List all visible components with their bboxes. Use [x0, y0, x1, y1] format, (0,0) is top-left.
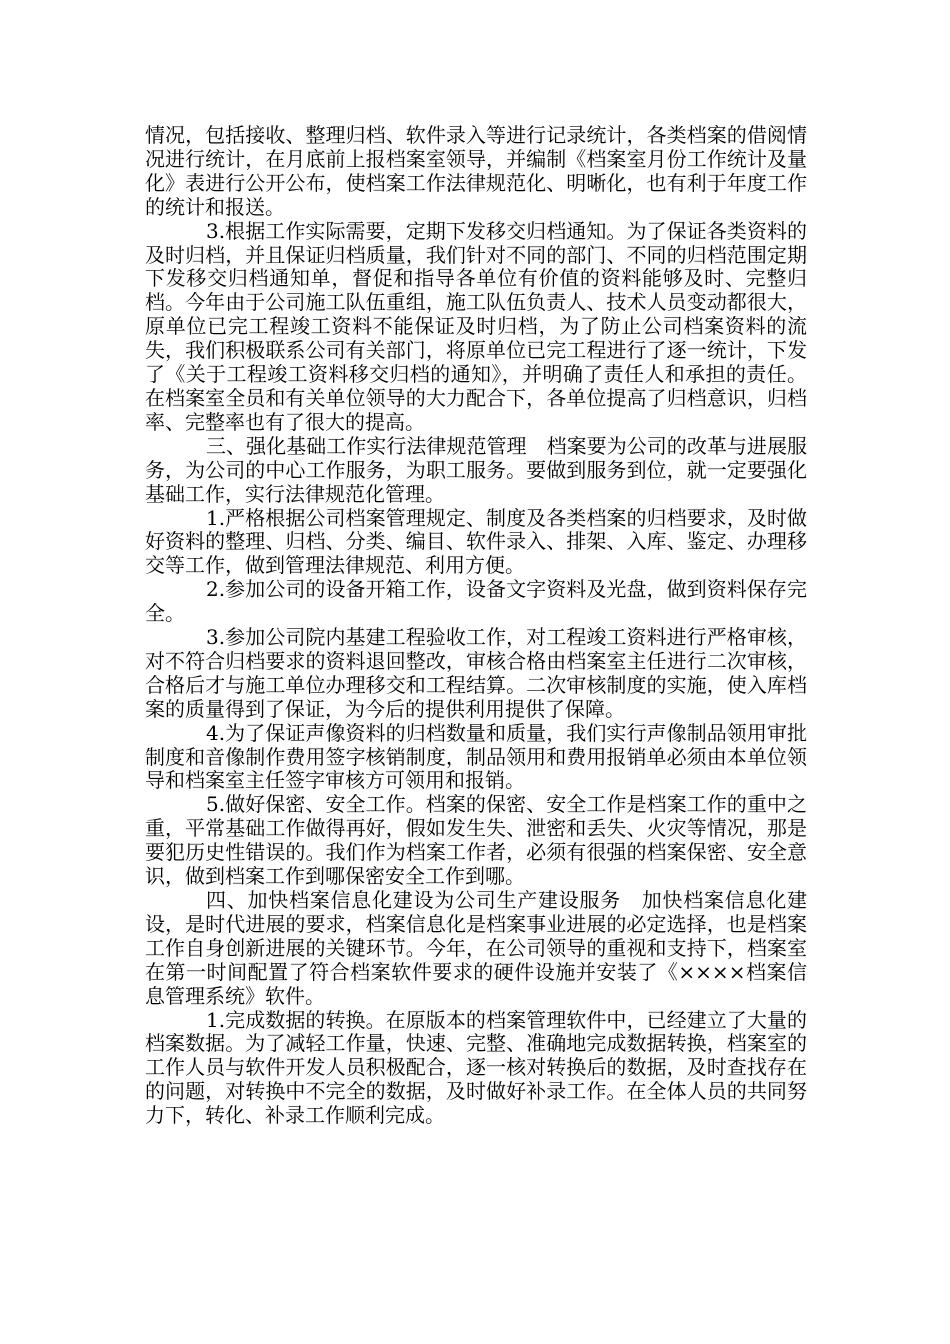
paragraph-item-4: 4.为了保证声像资料的归档数量和质量，我们实行声像制品领用审批制度和音像制作费用签字核销制度，制品领用和费用报销单必须由本单位领导和档案室主任签字审核方可领用和报销。 [145, 720, 807, 793]
paragraph-item-3: 3.参加公司院内基建工程验收工作，对工程竣工资料进行严格审核，对不符合归档要求的资料退回整改，审核合格由档案室主任进行二次审核，合格后才与施工单位办理移交和工程结算。二次审核制度的实施，使入库档案的质量得到了保证，为今后的提供利用提供了保障。 [145, 625, 807, 721]
paragraph-section-four: 四、加快档案信息化建设为公司生产建设服务 加快档案信息化建设，是时代进展的要求，档案信息化是档案事业进展的必定选择，也是档案工作自身创新进展的关键环节。今年，在公司领导的重视和支持下，档案室在第一时间配置了符合档案软件要求的硬件设施并安装了《××××档案信息管理系统》软件。 [145, 888, 807, 1008]
paragraph-archive-notice: 3.根据工作实际需要，定期下发移交归档通知。为了保证各类资料的及时归档，并且保证归档质量，我们针对不同的部门、不同的归档范围定期下发移交归档通知单，督促和指导各单位有价值的资料能够及时、完整归档。今年由于公司施工队伍重组，施工队伍负责人、技术人员变动都很大，原单位已完工程竣工资料不能保证及时归档，为了防止公司档案资料的流失，我们积极联系公司有关部门，将原单位已完工程进行了逐一统计，下发了《关于工程竣工资料移交归档的通知》，并明确了责任人和承担的责任。在档案室全员和有关单位领导的大力配合下，各单位提高了归档意识，归档率、完整率也有了很大的提高。 [145, 218, 807, 434]
paragraph-section-three: 三、强化基础工作实行法律规范管理 档案要为公司的改革与进展服务，为公司的中心工作服务，为职工服务。要做到服务到位，就一定要强化基础工作，实行法律规范化管理。 [145, 433, 807, 506]
paragraph-item-1: 1.严格根据公司档案管理规定、制度及各类档案的归档要求，及时做好资料的整理、归档、分类、编目、软件录入、排架、入库、鉴定、办理移交等工作，做到管理法律规范、利用方便。 [145, 505, 807, 578]
document-page [145, 124, 807, 1128]
paragraph-statistics: 情况，包括接收、整理归档、软件录入等进行记录统计，各类档案的借阅情况进行统计，在月底前上报档案室领导，并编制《档案室月份工作统计及量化》表进行公开公布，使档案工作法律规范化、明晰化，也有利于年度工作的统计和报送。 [145, 123, 807, 219]
paragraph-data-conversion: 1.完成数据的转换。在原版本的档案管理软件中，已经建立了大量的档案数据。为了减轻工作量，快速、完整、准确地完成数据转换，档案室的工作人员与软件开发人员积极配合，逐一核对转换后的数据，及时查找存在的问题，对转换中不完全的数据，及时做好补录工作。在全体人员的共同努力下，转化、补录工作顺利完成。 [145, 1007, 807, 1128]
paragraph-item-5: 5.做好保密、安全工作。档案的保密、安全工作是档案工作的重中之重，平常基础工作做得再好，假如发生失、泄密和丢失、火灾等情况，那是要犯历史性错误的。我们作为档案工作者，必须有很强的档案保密、安全意识，做到档案工作到哪保密安全工作到哪。 [145, 792, 807, 889]
paragraph-item-2: 2.参加公司的设备开箱工作，设备文字资料及光盘，做到资料保存完全。 [145, 577, 807, 626]
